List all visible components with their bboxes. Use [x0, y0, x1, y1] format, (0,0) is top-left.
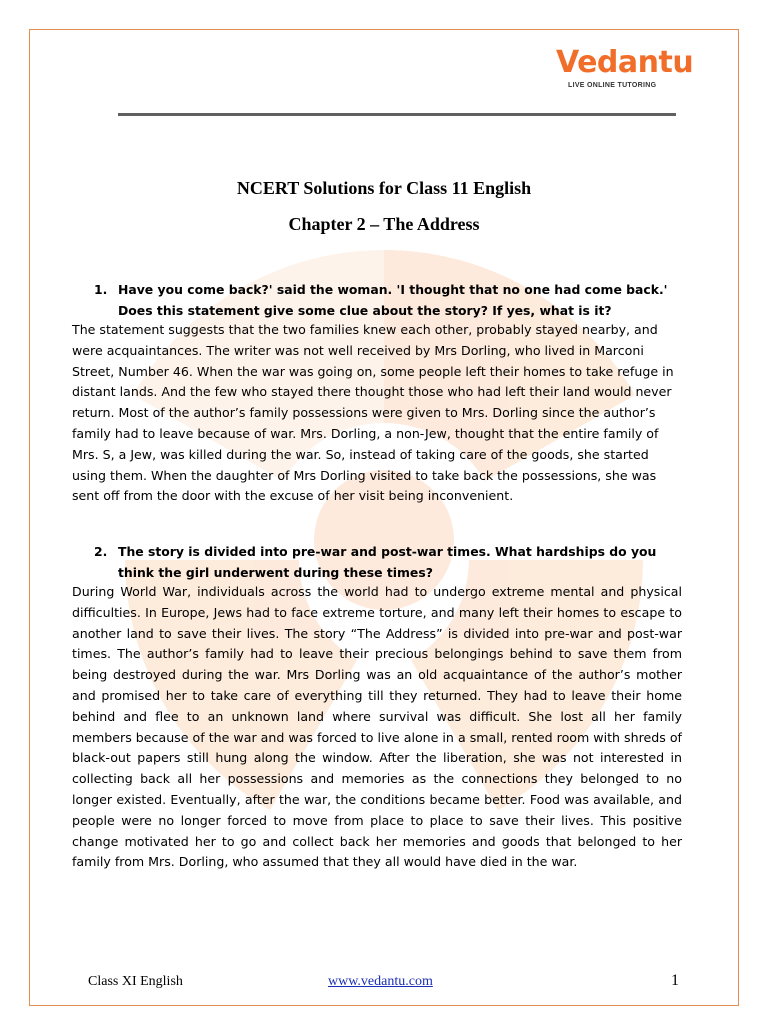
- question-number: 2.: [94, 544, 108, 559]
- footer-website-link[interactable]: www.vedantu.com: [328, 974, 433, 989]
- logo-wordmark: Vedantu: [556, 45, 694, 80]
- question-text: The story is divided into pre-war and post-war times. What hardships do you think the girl underwent during these times?: [118, 544, 657, 580]
- answer-1: The statement suggests that the two families knew each other, probably stayed nearby, and were acquaintances. The writer was not well received by Mrs Dorling, who lived in Marconi Street, Number 46. When the war was going on, some people left their homes to take refuge in distant lands. And the few who stayed there thought those who had left their land would never return. Most of the author’s family possessions were given to Mrs. Dorling since the author’s family had to leave because of war. Mrs. Dorling, a non-Jew, thought that the entire family of Mrs. S, a Jew, was killed during the war. So, instead of taking care of the goods, she started using them. When the daughter of Mrs Dorling visited to take back the possessions, she was sent off from the door with the excuse of her visit being inconvenient.: [72, 322, 674, 504]
- header-divider: [118, 113, 676, 116]
- document-title: NCERT Solutions for Class 11 English: [236, 178, 532, 198]
- footer-class-label: Class XI English: [88, 974, 183, 989]
- chapter-title: Chapter 2 – The Address: [288, 214, 480, 234]
- answer-2: During World War, individuals across the world had to undergo extreme mental and physical difficulties. In Europe, Jews had to face extreme torture, and many left their homes to escape to another land to save their lives. The story “The Address” is divided into pre-war and post-war times. The author’s family had to leave their precious belongings behind to save them from being destroyed during the war. Mrs Dorling was an old acquaintance of the author’s mother and promised her to take care of everything till they returned. They had to leave their home behind and flee to an unknown land where survival was difficult. She lost all her family members because of the war and was forced to live alone in a small, rented room with shreds of black-out papers still hung along the window. After the liberation, she was not interested in collecting back all her possessions and memories as the connections they belonged to no longer existed. Eventually, after the war, the conditions became better. Food was available, and people were no longer forced to move from place to place to save their lives. This positive change motivated her to go and collect back her memories and goods that belonged to her family from Mrs. Dorling, who assumed that they all would have died in the war.: [72, 584, 682, 870]
- logo-tagline: LIVE ONLINE TUTORING: [568, 82, 657, 89]
- page-number: 1: [671, 972, 679, 989]
- question-text: Have you come back?' said the woman. 'I thought that no one had come back.' Does this statement give some clue about the story? If yes, what is it?: [118, 282, 668, 318]
- question-1: [94, 279, 694, 321]
- vedantu-logo: [556, 45, 694, 89]
- question-2: [94, 541, 694, 583]
- question-number: 1.: [94, 282, 108, 297]
